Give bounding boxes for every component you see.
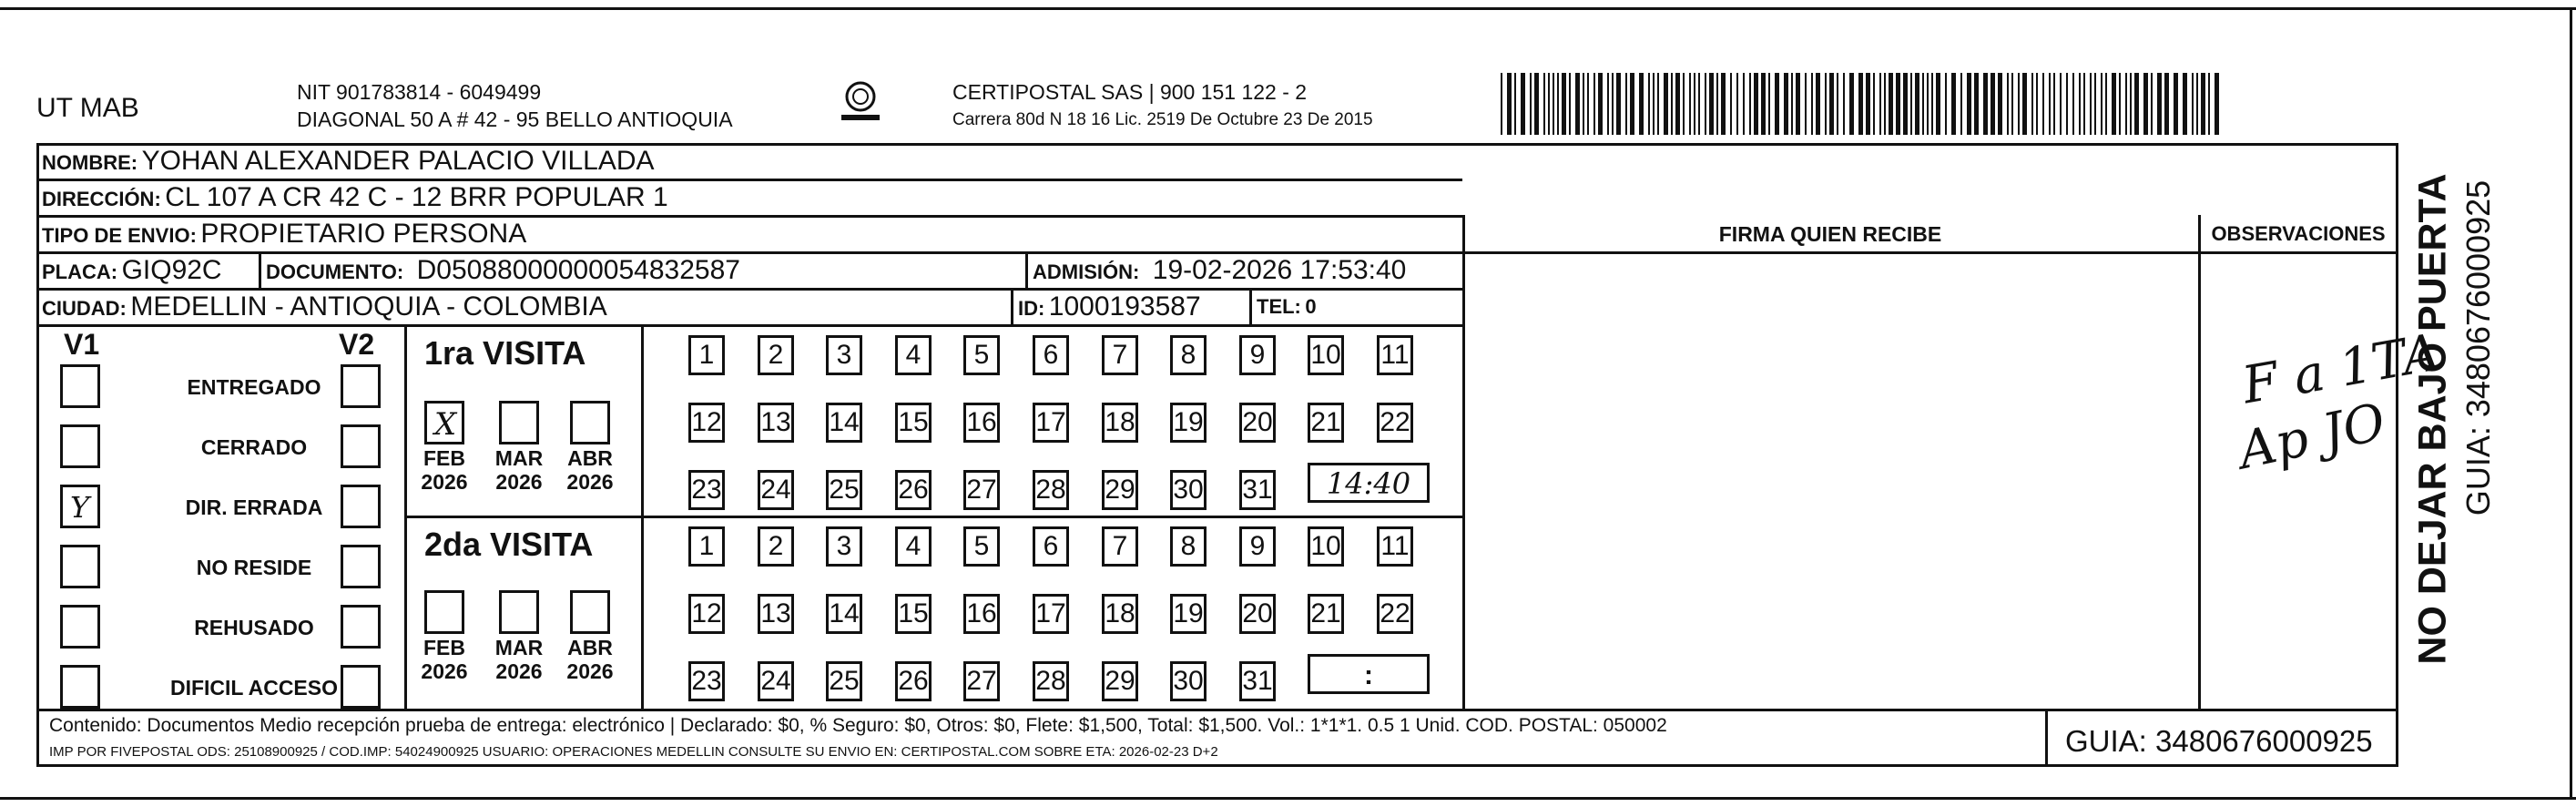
day-box[interactable]: 1: [688, 335, 725, 375]
footer-guia: GUIA: 3480676000925: [2065, 724, 2373, 758]
row-divider: [36, 179, 1462, 181]
day-box[interactable]: 28: [1033, 470, 1069, 510]
id-label: ID:: [1018, 297, 1045, 320]
row-divider: [36, 324, 1462, 327]
tipo-label: TIPO DE ENVIO:: [42, 224, 197, 247]
documento-value: D05088000000054832587: [416, 255, 740, 285]
day-box[interactable]: 2: [758, 526, 794, 567]
month-year: 2026: [495, 659, 543, 683]
v1-checkbox[interactable]: [60, 605, 100, 649]
day-box[interactable]: 30: [1170, 470, 1207, 510]
month-year: 2026: [421, 470, 468, 494]
day-box[interactable]: 26: [895, 661, 932, 701]
tipo-field: [42, 220, 526, 248]
observaciones-header: OBSERVACIONES: [2211, 222, 2386, 245]
day-box[interactable]: 10: [1308, 526, 1344, 567]
day-box[interactable]: 21: [1308, 403, 1344, 443]
day-box[interactable]: 9: [1239, 335, 1276, 375]
day-box[interactable]: 12: [688, 594, 725, 634]
day-box[interactable]: 6: [1033, 335, 1069, 375]
month-label: ABR: [567, 446, 613, 470]
day-box[interactable]: 29: [1102, 661, 1138, 701]
day-box[interactable]: 18: [1102, 403, 1138, 443]
day-box[interactable]: 29: [1102, 470, 1138, 510]
footer-guia-divider: [2045, 709, 2048, 767]
day-box[interactable]: 25: [826, 470, 862, 510]
day-box[interactable]: 18: [1102, 594, 1138, 634]
month-label: MAR: [494, 636, 544, 659]
status-label: ENTREGADO: [187, 375, 321, 399]
direccion-label: DIRECCIÓN:: [42, 188, 161, 210]
day-box[interactable]: 19: [1170, 403, 1207, 443]
admision-value: 19-02-2026 17:53:40: [1152, 255, 1407, 285]
visit-divider: [404, 516, 1462, 518]
month-label: FEB: [423, 636, 465, 659]
v1-checkbox[interactable]: [60, 665, 100, 709]
v1-checkbox[interactable]: [60, 424, 100, 468]
day-box[interactable]: 7: [1102, 526, 1138, 567]
status-label: DIR. ERRADA: [185, 495, 323, 519]
ciudad-value: MEDELLIN - ANTIOQUIA - COLOMBIA: [130, 291, 607, 322]
observaciones-handwriting-line2: Ap JO: [2233, 392, 2391, 482]
top-frame-line: [0, 7, 2576, 10]
day-box[interactable]: 7: [1102, 335, 1138, 375]
day-box[interactable]: 3: [826, 526, 862, 567]
direccion-field: [42, 184, 668, 211]
status-label: NO RESIDE: [196, 556, 312, 579]
month-year: 2026: [421, 659, 468, 683]
placa-field: [42, 257, 222, 284]
ciudad-field: [42, 293, 607, 321]
day-box[interactable]: 12: [688, 403, 725, 443]
carrier-name: CERTIPOSTAL SAS | 900 151 122 - 2: [952, 80, 1308, 104]
day-box[interactable]: 5: [963, 335, 1000, 375]
ciudad-label: CIUDAD:: [42, 297, 127, 320]
id-value: 1000193587: [1048, 291, 1201, 322]
cell-divider: [259, 251, 261, 288]
firma-left-border: [1462, 215, 1465, 710]
cell-divider: [1025, 251, 1028, 288]
visit1-title: 1ra VISITA: [424, 334, 586, 372]
day-box[interactable]: 31: [1239, 470, 1276, 510]
tipo-value: PROPIETARIO PERSONA: [200, 219, 527, 249]
day-box[interactable]: 6: [1033, 526, 1069, 567]
day-box[interactable]: 25: [826, 661, 862, 701]
day-box[interactable]: 28: [1033, 661, 1069, 701]
direccion-value: CL 107 A CR 42 C - 12 BRR POPULAR 1: [165, 182, 668, 212]
day-box[interactable]: 26: [895, 470, 932, 510]
v2-checkbox[interactable]: [341, 665, 381, 709]
company-nit: NIT 901783814 - 6049499: [297, 80, 542, 104]
carrier-license: Carrera 80d N 18 16 Lic. 2519 De Octubre 23 De 2015: [952, 110, 1373, 129]
month-checkbox-mark: X: [434, 406, 457, 443]
month-checkbox[interactable]: [424, 590, 464, 634]
cell-divider: [1249, 288, 1252, 324]
company-address: DIAGONAL 50 A # 42 - 95 BELLO ANTIOQUIA: [297, 107, 733, 131]
status-label: REHUSADO: [194, 616, 314, 639]
firma-header: FIRMA QUIEN RECIBE: [1718, 222, 1942, 246]
day-box[interactable]: 11: [1377, 335, 1413, 375]
month-checkbox[interactable]: [424, 401, 464, 444]
visit2-time-box[interactable]: [1308, 654, 1430, 694]
day-box[interactable]: 14: [826, 403, 862, 443]
bottom-frame-line: [0, 797, 2576, 800]
tel-field: [1257, 297, 1317, 317]
placa-value: GIQ92C: [121, 255, 222, 285]
day-box[interactable]: 14: [826, 594, 862, 634]
v2-checkbox[interactable]: [341, 364, 381, 408]
day-box[interactable]: 5: [963, 526, 1000, 567]
status-label: DIFICIL ACCESO: [169, 676, 338, 700]
v2-checkbox[interactable]: [341, 545, 381, 588]
day-box[interactable]: 23: [688, 470, 725, 510]
documento-field: [266, 257, 740, 284]
company-name: UT MAB: [36, 93, 139, 123]
observaciones-handwriting-line1: F a 1TA: [2237, 322, 2445, 416]
status-label: CERRADO: [200, 435, 308, 459]
admision-field: [1033, 257, 1406, 284]
month-checkbox[interactable]: [570, 401, 610, 444]
nombre-field: [42, 148, 655, 175]
day-box[interactable]: 27: [963, 470, 1000, 510]
side-warning: NO DEJAR BAJO PUERTA: [2410, 173, 2455, 665]
v1-checkbox[interactable]: [60, 545, 100, 588]
nombre-value: YOHAN ALEXANDER PALACIO VILLADA: [141, 146, 655, 176]
v2-checkbox[interactable]: [341, 424, 381, 468]
footer-print-line: IMP POR FIVEPOSTAL ODS: 25108900925 / COD.IMP: 54024900925 USUARIO: OPERACIONES MEDELLIN CONSULTE SU ENVIO EN: CERTIPOSTAL.COM SOBRE ETA: 2026-02-23 D+2: [49, 744, 1218, 760]
day-box[interactable]: 17: [1033, 403, 1069, 443]
day-box[interactable]: 15: [895, 594, 932, 634]
row-divider: [36, 251, 2398, 254]
day-box[interactable]: 4: [895, 526, 932, 567]
day-box[interactable]: 24: [758, 470, 794, 510]
day-box[interactable]: 27: [963, 661, 1000, 701]
day-box[interactable]: 10: [1308, 335, 1344, 375]
tel-value: 0: [1305, 295, 1317, 318]
day-box[interactable]: 22: [1377, 594, 1413, 634]
day-box[interactable]: 16: [963, 403, 1000, 443]
placa-label: PLACA:: [42, 260, 118, 283]
day-box[interactable]: 22: [1377, 403, 1413, 443]
month-year: 2026: [566, 470, 614, 494]
tel-label: TEL:: [1257, 295, 1301, 318]
day-box[interactable]: 3: [826, 335, 862, 375]
day-box[interactable]: 8: [1170, 335, 1207, 375]
cell-divider: [1011, 288, 1013, 324]
v1-checkbox-mark: Y: [70, 490, 90, 525]
day-box[interactable]: 17: [1033, 594, 1069, 634]
row-divider: [36, 215, 1462, 218]
day-box[interactable]: 24: [758, 661, 794, 701]
month-checkbox[interactable]: [499, 590, 539, 634]
observaciones-left-border: [2198, 215, 2201, 710]
v2-checkbox[interactable]: [341, 485, 381, 528]
v1-checkbox[interactable]: [60, 364, 100, 408]
visit1-time-value: 14:40: [1326, 466, 1411, 501]
day-box[interactable]: 15: [895, 403, 932, 443]
day-box[interactable]: 1: [688, 526, 725, 567]
month-checkbox[interactable]: [570, 590, 610, 634]
v2-checkbox[interactable]: [341, 605, 381, 649]
right-frame-line: [2570, 7, 2572, 800]
id-field: [1018, 293, 1201, 321]
day-box[interactable]: 11: [1377, 526, 1413, 567]
day-box[interactable]: 30: [1170, 661, 1207, 701]
v1-checkbox[interactable]: [60, 485, 100, 528]
day-box[interactable]: 19: [1170, 594, 1207, 634]
visit2-time-value: :: [1364, 660, 1373, 690]
documento-label: DOCUMENTO:: [266, 260, 404, 283]
day-box[interactable]: 23: [688, 661, 725, 701]
month-label: ABR: [567, 636, 613, 659]
barcode: [1501, 73, 2225, 135]
certipostal-logo: [836, 78, 885, 131]
day-box[interactable]: 21: [1308, 594, 1344, 634]
day-box[interactable]: 2: [758, 335, 794, 375]
nombre-label: NOMBRE:: [42, 151, 138, 174]
day-box[interactable]: 13: [758, 403, 794, 443]
v1-header: V1: [64, 328, 100, 361]
visit1-time-box[interactable]: [1308, 463, 1430, 503]
day-box[interactable]: 8: [1170, 526, 1207, 567]
day-box[interactable]: 20: [1239, 403, 1276, 443]
day-box[interactable]: 13: [758, 594, 794, 634]
month-checkbox[interactable]: [499, 401, 539, 444]
month-label: FEB: [423, 446, 465, 470]
month-year: 2026: [566, 659, 614, 683]
side-guia: GUIA: 3480676000925: [2459, 179, 2497, 516]
day-box[interactable]: 9: [1239, 526, 1276, 567]
visit2-title: 2da VISITA: [424, 526, 594, 563]
day-box[interactable]: 31: [1239, 661, 1276, 701]
month-year: 2026: [495, 470, 543, 494]
footer-content-line: Contenido: Documentos Medio recepción prueba de entrega: electrónico | Declarado: $0, % Seguro: $0, Otros: $0, Flete: $1,500, Total: $1,500. Vol.: 1*1*1. 0.5 1 Unid. COD. POSTAL: 050002: [49, 715, 1667, 736]
v2-header: V2: [339, 328, 375, 361]
day-box[interactable]: 16: [963, 594, 1000, 634]
day-box[interactable]: 20: [1239, 594, 1276, 634]
footer-divider: [36, 709, 2398, 711]
day-box[interactable]: 4: [895, 335, 932, 375]
month-label: MAR: [494, 446, 544, 470]
admision-label: ADMISIÓN:: [1033, 260, 1140, 283]
